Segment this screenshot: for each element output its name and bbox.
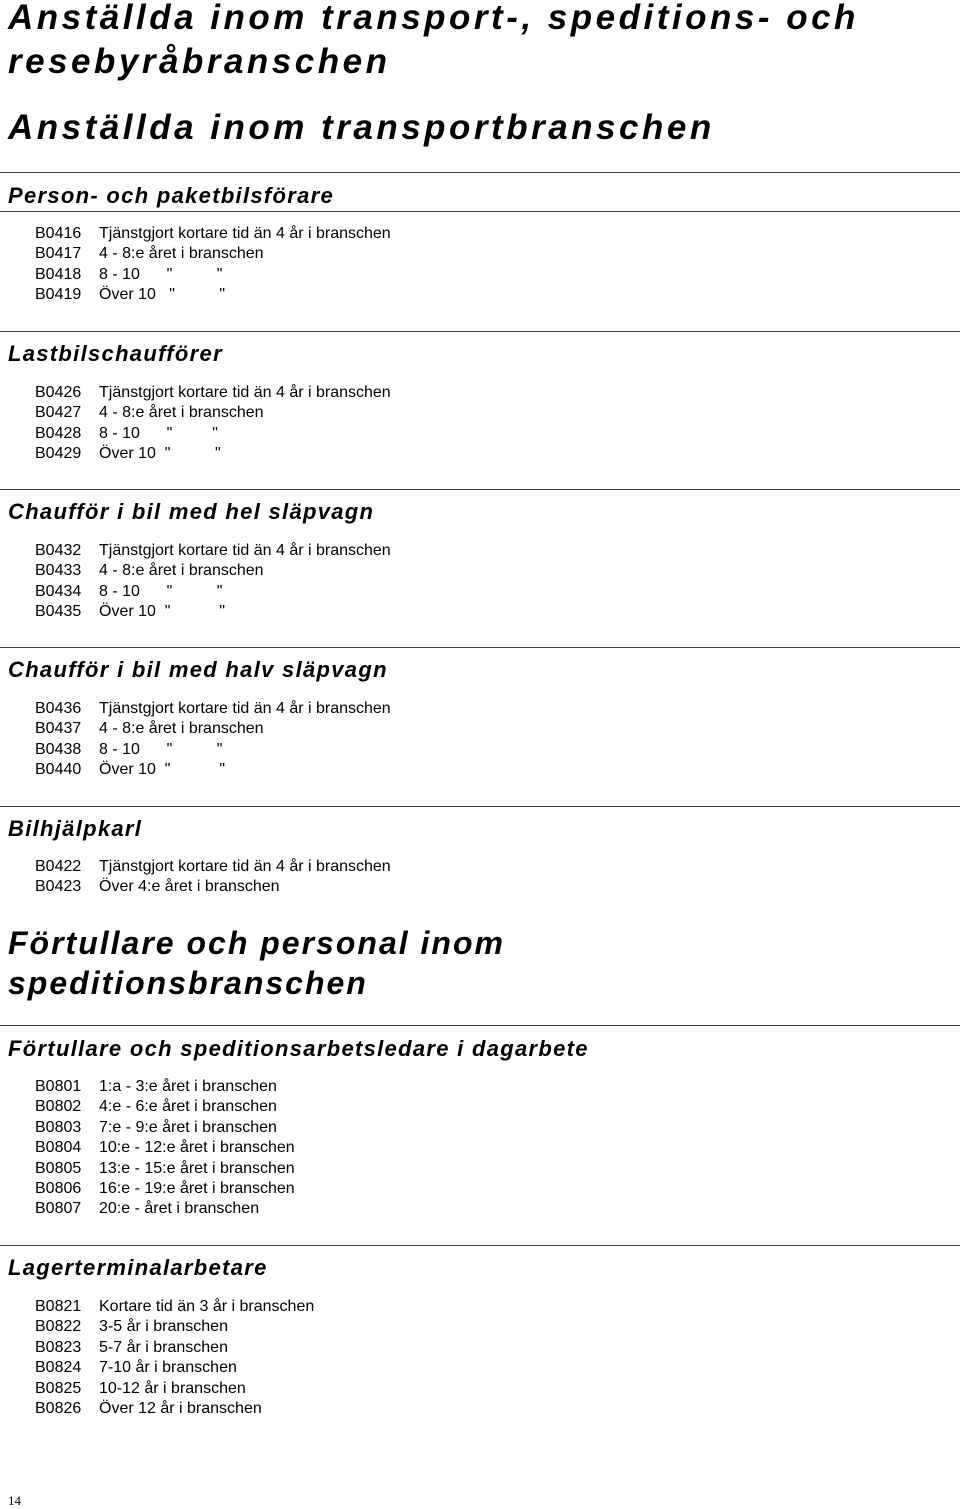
code-list bbox=[35, 224, 391, 306]
section-heading: Lagerterminalarbetare bbox=[8, 1255, 268, 1280]
list-item bbox=[35, 1317, 314, 1337]
item-description: Tjänstgjort kortare tid än 4 år i branschen bbox=[99, 542, 391, 559]
item-description: 3-5 år i branschen bbox=[99, 1318, 228, 1336]
item-description: Över 10 " " bbox=[99, 445, 221, 463]
list-item bbox=[35, 561, 391, 581]
item-code: B0432 bbox=[35, 542, 82, 559]
list-item bbox=[35, 1399, 314, 1419]
section-title-line-1: Förtullare och personal inom bbox=[8, 925, 505, 961]
list-item bbox=[35, 699, 391, 719]
item-description: 4:e - 6:e året i branschen bbox=[99, 1098, 277, 1116]
list-item bbox=[35, 383, 391, 403]
item-code: B0440 bbox=[35, 761, 82, 779]
list-item bbox=[35, 424, 391, 444]
section-heading: Förtullare och speditionsarbetsledare i dagarbete bbox=[8, 1036, 589, 1061]
list-item bbox=[35, 285, 391, 305]
item-description: Tjänstgjort kortare tid än 4 år i branschen bbox=[99, 384, 391, 401]
section-heading: Lastbilschaufförer bbox=[8, 341, 223, 366]
code-list bbox=[35, 857, 391, 898]
item-description: Över 10 " " bbox=[99, 603, 226, 621]
item-code: B0437 bbox=[35, 720, 82, 738]
item-description: 8 - 10 " " bbox=[99, 265, 223, 283]
item-code: B0821 bbox=[35, 1298, 82, 1315]
page-title-line-2: resebyråbranschen bbox=[8, 42, 391, 81]
list-item bbox=[35, 403, 391, 423]
divider bbox=[0, 806, 960, 807]
item-code: B0804 bbox=[35, 1139, 82, 1157]
item-code: B0436 bbox=[35, 700, 82, 717]
item-description: 4 - 8:e året i branschen bbox=[99, 245, 264, 263]
item-description: Tjänstgjort kortare tid än 4 år i branschen bbox=[99, 225, 391, 242]
divider bbox=[0, 331, 960, 332]
item-code: B0433 bbox=[35, 562, 82, 580]
divider bbox=[0, 1245, 960, 1246]
code-list bbox=[35, 541, 391, 623]
item-code: B0805 bbox=[35, 1159, 82, 1177]
divider bbox=[0, 1025, 960, 1026]
item-code: B0438 bbox=[35, 740, 82, 758]
list-item bbox=[35, 444, 391, 464]
item-description: 7:e - 9:e året i branschen bbox=[99, 1118, 277, 1136]
code-list bbox=[35, 699, 391, 781]
item-description: 16:e - 19:e året i branschen bbox=[99, 1179, 295, 1197]
item-description: 10:e - 12:e året i branschen bbox=[99, 1139, 295, 1157]
item-description: 8 - 10 " " bbox=[99, 740, 223, 758]
list-item bbox=[35, 857, 391, 877]
item-description: Över 10 " " bbox=[99, 286, 226, 304]
item-code: B0427 bbox=[35, 404, 82, 422]
page-title bbox=[8, 0, 859, 84]
item-code: B0417 bbox=[35, 245, 82, 263]
item-description: 20:e - året i branschen bbox=[99, 1200, 260, 1218]
item-code: B0429 bbox=[35, 445, 82, 463]
item-code: B0423 bbox=[35, 878, 82, 896]
divider bbox=[0, 172, 960, 173]
list-item bbox=[35, 1379, 314, 1399]
item-code: B0422 bbox=[35, 858, 82, 875]
list-item bbox=[35, 760, 391, 780]
list-item bbox=[35, 740, 391, 760]
item-description: 8 - 10 " " bbox=[99, 582, 223, 600]
list-item bbox=[35, 1118, 295, 1138]
section-title-line-2: speditionsbranschen bbox=[8, 965, 368, 1001]
code-list bbox=[35, 1077, 295, 1220]
item-description: 7-10 år i branschen bbox=[99, 1359, 237, 1377]
list-item bbox=[35, 265, 391, 285]
item-code: B0418 bbox=[35, 265, 82, 283]
item-description: Tjänstgjort kortare tid än 4 år i branschen bbox=[99, 858, 391, 875]
item-code: B0419 bbox=[35, 286, 82, 304]
item-code: B0416 bbox=[35, 225, 82, 242]
list-item bbox=[35, 1358, 314, 1378]
divider bbox=[0, 211, 960, 212]
list-item bbox=[35, 602, 391, 622]
list-item bbox=[35, 1159, 295, 1179]
item-description: 8 - 10 " " bbox=[99, 424, 218, 442]
list-item bbox=[35, 244, 391, 264]
list-item bbox=[35, 877, 391, 897]
item-description: 4 - 8:e året i branschen bbox=[99, 562, 264, 580]
item-description: 4 - 8:e året i branschen bbox=[99, 404, 264, 422]
section-heading: Chaufför i bil med halv släpvagn bbox=[8, 657, 388, 682]
item-code: B0825 bbox=[35, 1379, 82, 1397]
item-code: B0801 bbox=[35, 1078, 82, 1095]
list-item bbox=[35, 1199, 295, 1219]
section-title-spedition bbox=[8, 923, 505, 1003]
item-description: Över 10 " " bbox=[99, 761, 226, 779]
item-code: B0806 bbox=[35, 1179, 82, 1197]
item-code: B0807 bbox=[35, 1200, 82, 1218]
item-description: 10-12 år i branschen bbox=[99, 1379, 246, 1397]
list-item bbox=[35, 1077, 295, 1097]
item-description: Över 12 år i branschen bbox=[99, 1399, 262, 1417]
list-item bbox=[35, 224, 391, 244]
item-code: B0434 bbox=[35, 582, 82, 600]
code-list bbox=[35, 383, 391, 465]
item-code: B0826 bbox=[35, 1399, 82, 1417]
item-code: B0426 bbox=[35, 384, 82, 401]
section-heading: Chaufför i bil med hel släpvagn bbox=[8, 499, 375, 524]
divider bbox=[0, 647, 960, 648]
item-code: B0823 bbox=[35, 1338, 82, 1356]
item-description: 5-7 år i branschen bbox=[99, 1338, 228, 1356]
page-title-line-1: Anställda inom transport-, speditions- och bbox=[8, 0, 859, 37]
item-code: B0803 bbox=[35, 1118, 82, 1136]
list-item bbox=[35, 1179, 295, 1199]
section-heading: Bilhjälpkarl bbox=[8, 816, 143, 841]
list-item bbox=[35, 1097, 295, 1117]
list-item bbox=[35, 541, 391, 561]
list-item bbox=[35, 719, 391, 739]
item-code: B0428 bbox=[35, 424, 82, 442]
item-code: B0824 bbox=[35, 1359, 82, 1377]
section-title-transport: Anställda inom transportbranschen bbox=[8, 108, 715, 147]
item-description: 13:e - 15:e året i branschen bbox=[99, 1159, 295, 1177]
page-number: 14 bbox=[8, 1493, 21, 1508]
code-list bbox=[35, 1297, 314, 1419]
list-item bbox=[35, 1338, 314, 1358]
item-description: Över 4:e året i branschen bbox=[99, 878, 280, 896]
list-item bbox=[35, 1138, 295, 1158]
item-description: 1:a - 3:e året i branschen bbox=[99, 1078, 277, 1095]
item-description: 4 - 8:e året i branschen bbox=[99, 720, 264, 738]
list-item bbox=[35, 582, 391, 602]
item-description: Kortare tid än 3 år i branschen bbox=[99, 1298, 315, 1315]
list-item bbox=[35, 1297, 314, 1317]
item-code: B0822 bbox=[35, 1318, 82, 1336]
item-code: B0802 bbox=[35, 1098, 82, 1116]
item-code: B0435 bbox=[35, 603, 82, 621]
item-description: Tjänstgjort kortare tid än 4 år i branschen bbox=[99, 700, 391, 717]
divider bbox=[0, 489, 960, 490]
section-heading: Person- och paketbilsförare bbox=[8, 183, 335, 208]
